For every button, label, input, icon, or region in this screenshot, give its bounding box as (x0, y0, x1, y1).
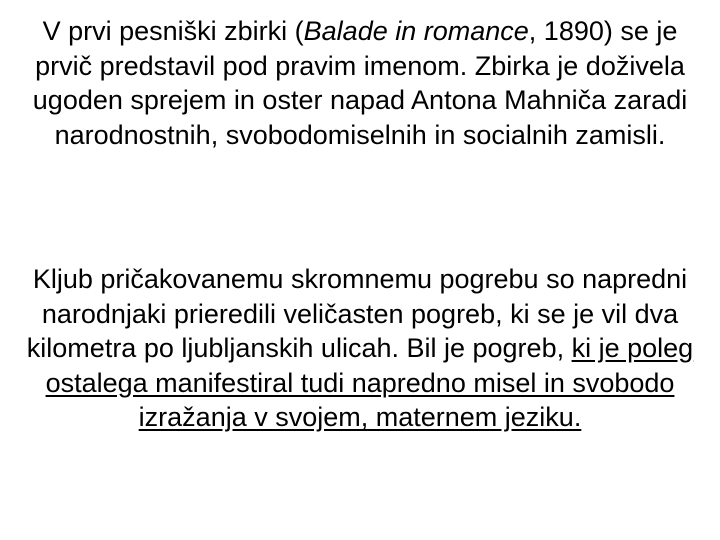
paragraph-funeral (20, 262, 700, 435)
paragraph-2-text: Kljub pričakovanemu skromnemu pogrebu so napredni narodnjaki prieredili veličasten pogreb, ki se je vil dva kilometra po ljubljanskih ulicah. Bil je pogreb, (26, 264, 688, 363)
paragraph-1-text-start: V prvi pesniški zbirki ( (42, 16, 304, 46)
paragraph-1-text-end: , 1890) se je prvič predstavil pod pravim imenom. Zbirka je doživela ugoden sprejem in oster napad Antona Mahniča zaradi narodnostnih, svobodomiselnih in socialnih zamisli. (32, 16, 688, 150)
paragraph-balade-in-romance (20, 14, 700, 152)
paragraph-2-underlined-text: ki je poleg ostalega manifestiral tudi napredno misel in svobodo izražanja v svojem, maternem jeziku. (45, 333, 694, 432)
collection-title: Balade in romance (303, 16, 529, 46)
